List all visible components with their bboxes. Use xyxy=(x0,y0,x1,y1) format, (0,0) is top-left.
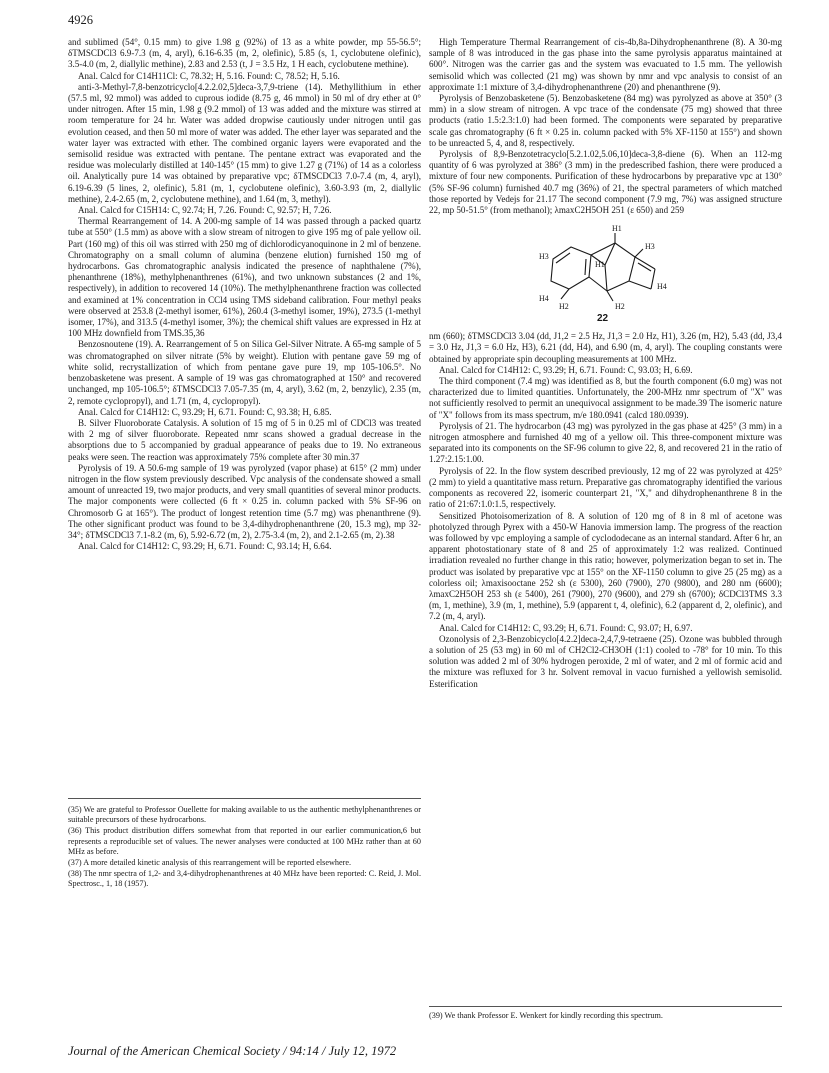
structure-bond xyxy=(589,277,607,291)
paragraph: Pyrolysis of Benzobasketene (5). Benzobasketene (84 mg) was pyrolyzed as above at 350° (3 mm) in a slow stream of nitrogen. A vpc trace of the condensate (75 mg) showed that three products (ratio 1.5:2.3:1.0) had been formed. The components were separated by preparative scale gas chromatography (6 ft × 0.25 in. column packed with 5% XF-1150 at 155°) and shown to be unreacted 5, 4, and 8, respectively. xyxy=(429,93,782,148)
atom-label: H2 xyxy=(615,302,625,312)
footnote: (38) The nmr spectra of 1,2- and 3,4-dihydrophenanthrenes at 40 MHz have been reported: C. Reid, J. Mol. Spectrosc., 1, 18 (1957). xyxy=(68,869,421,889)
paragraph: Anal. Calcd for C14H12: C, 93.29; H, 6.71. Found: C, 93.03; H, 6.69. xyxy=(439,364,693,375)
atom-label: H1 xyxy=(595,260,605,270)
paragraph: Pyrolysis of 22. In the flow system described previously, 12 mg of 22 was pyrolyzed at 425° (2 mm) to yield a quantitative mass return. Preparative gas chromatography identified the various components as recovered 22, isomeric counterpart 21, "X," and dihydrophenanthrene 8 in the ratio of 21:67:1.0:1.5, respectively. xyxy=(429,465,782,510)
atom-label: H3 xyxy=(645,242,655,252)
compound-number: 22 xyxy=(597,313,609,325)
paragraph: The third component (7.4 mg) was identified as 8, but the fourth component (6.0 mg) was not characterized due to limited quantities. Unfortunately, the 200-MHz nmr spectrum of "X" was not sufficiently resolved to permit an unequivocal assignment to be made.39 The isomeric nature of "X" follows from its mass spectrum, m/e 180.0941 (calcd 180.0939). xyxy=(429,376,782,420)
structure-bond xyxy=(605,265,607,291)
paragraph: High Temperature Thermal Rearrangement of cis-4b,8a-Dihydrophenanthrene (8). A 30-mg sample of 8 was introduced in the gas phase into the same pyrolysis apparatus maintained at 600°. Nitrogen was the carrier gas and the system was evacuated to 1.5 mm. The yellowish semisolid which was collected (21 mg) was shown by nmr and vpc analysis to consist of an approximate 1:1 mixture of 3,4-dihydrophenanthrene (20) and phenanthrene (9). xyxy=(429,37,782,92)
journal-footer: Journal of the American Chemical Society / 94:14 / July 12, 1972 xyxy=(68,1044,397,1058)
footnote: (37) A more detailed kinetic analysis of this rearrangement will be reported elsewhere. xyxy=(68,858,352,868)
paragraph: Benzosnoutene (19). A. Rearrangement of 5 on Silica Gel-Silver Nitrate. A 65-mg sample of 5 was chromatographed on silver nitrate (5% by weight). Elution with pentane gave 59 mg of white solid, recrystallization of which from pentane gave pure 19, mp 105-106.5°. No benzobasketene was present. A sample of 19 was gas chromatographed at 150° and recovered unchanged, mp 105-106.5°; δTMSCDCl3 7.05-7.35 (m, 4, aryl), 3.62 (m, 2, benzylic), 2.35 (m, 2, remote cyclopropyl), and 1.71 (m, 4, cyclopropyl). xyxy=(68,339,421,406)
paragraph: Sensitized Photoisomerization of 8. A solution of 120 mg of 8 in 8 ml of acetone was photolyzed through Pyrex with a 450-W Hanovia immersion lamp. The progress of the reaction was followed by vpc employing a sample of cyclododecane as an internal standard. After 6 hr, an apparent photostationary state of 8 and 25 of approximately 1:2 was realized. Continued irradiation revealed no further change in this ratio; however, polymerization began to set in. The product was isolated by preparative vpc at 155° on the XF-1150 column to give 25 (25 mg) as a colorless oil; λmaxisooctane 252 sh (ε 5300), 260 (7900), 270 (9800), and 280 nm (6600); λmaxC2H5OH 253 sh (ε 5400), 261 (7900), 270 (9600), and 279 sh (6700); δCDCl3TMS 3.3 (m, 1, methine), 3.9 (m, 1, methine), 5.9 (apparent t, 4, olefinic), 6.2 (apparent d, 2, olefinic), and 7.2 (m, 4, aryl). xyxy=(429,510,782,622)
footnotes-left xyxy=(68,798,421,891)
atom-label: H4 xyxy=(657,282,667,292)
paragraph: Anal. Calcd for C14H11Cl: C, 78.32; H, 5.16. Found: C, 78.52; H, 5.16. xyxy=(78,70,340,81)
paragraph: Ozonolysis of 2,3-Benzobicyclo[4.2.2]deca-2,4,7,9-tetraene (25). Ozone was bubbled through a solution of 25 (53 mg) in 60 ml of CH2Cl2-CH3OH (1:1) cooled to -78° for 10 min. To this solution was added 2 ml of 30% hydrogen peroxide, 2 ml of water, and 2 ml of formic acid and the mixture was refluxed for 3 hr. Solvent removal in vacuo furnished a yellowish semisolid. Esterification xyxy=(429,633,782,689)
structure-double-bond xyxy=(585,259,586,275)
structure-bond xyxy=(651,269,655,289)
paragraph: Pyrolysis of 19. A 50.6-mg sample of 19 was pyrolyzed (vapor phase) at 615° (2 mm) under nitrogen in the flow system previously described. Vpc analysis of the condensate showed a small amount of unreacted 19, two major products, and very small quantities of several minor products. The major components were collected (6 ft × 0.25 in. column packed with 5% SF-96 on Chromosorb G at 165°). The product of longest retention time (5.7 mg) was phenanthrene (9). The other significant product was found to be 3,4-dihydrophenanthrene (20, 15.3 mg), mp 32-34°; δTMSCDCl3 7.1-8.2 (m, 6), 5.92-6.72 (m, 2), 2.75-3.4 (m, 2), and 2.1-2.65 (m, 2).38 xyxy=(68,462,421,540)
molecular-structure-drawing xyxy=(429,219,782,327)
right-column xyxy=(429,37,782,690)
paragraph: Pyrolysis of 8,9-Benzotetracyclo[5.2.1.02,5.06,10]deca-3,8-diene (6). When an 112-mg quantity of 6 was pyrolyzed at 386° (3 mm) in the predescribed fashion, there were produced a mixture of four new components. Purification of these hydrocarbons by preparative vpc at 130° (5% SF-96 column) furnished 40.7 mg (36%) of 21, the spectral parameters of which matched those reported by Vedejs for 21.17 The second component (7.9 mg, 7%) was assigned structure 22, mp 50-51.5° (from methanol); λmaxC2H5OH 251 (ε 650) and 259 xyxy=(429,149,782,216)
paragraph: Thermal Rearrangement of 14. A 200-mg sample of 14 was passed through a packed quartz tube at 550° (1.5 mm) as above with a slow stream of nitrogen to give 195 mg of pale yellow oil. Part (160 mg) of this oil was stirred with 250 mg of dichlorodicyanoquinone in 2 ml of benzene. Chromatography on a small column of alumina (benzene elution) furnished 150 mg of hydrocarbons. Gas chromatographic analysis indicated the presence of naphthalene (7%), phenanthrene (18%), methylphenanthrenes (61%), and two unknown substances (2 and 1%, respectively), in addition to recovered 14 (10%). The methylphenanthrene fraction was collected and examined at 1% concentration in CCl4 using TMS sideband calibration. Four methyl peaks were observed at 253.8 (2-methyl isomer, 61%), 260.4 (3-methyl isomer, 19%), 273.5 (1-methyl isomer, 17%), and 313.5 (4-methyl isomer, 3%); the chemical shift values are expressed in Hz at 100 MHz downfield from TMS.35,36 xyxy=(68,216,421,339)
paragraph: Anal. Calcd for C15H14: C, 92.74; H, 7.26. Found: C, 92.57; H, 7.26. xyxy=(78,205,332,216)
structure-bond xyxy=(605,243,615,265)
left-column xyxy=(68,37,421,552)
footnotes-right xyxy=(429,1006,782,1022)
structure-bond xyxy=(607,281,629,291)
paragraph: Anal. Calcd for C14H12: C, 93.29; H, 6.71. Found: C, 93.14; H, 6.64. xyxy=(78,541,332,552)
paragraph: Pyrolysis of 21. The hydrocarbon (43 mg) was pyrolyzed in the gas phase at 425° (3 mm) in a nitrogen atmosphere and furnished 40 mg of a yellow oil. This three-component mixture was separated into its components on the SF-96 column to give 22, 8, and recovered 21 in the ratio of 1.27:2.15:1.00. xyxy=(429,420,782,465)
paragraph: anti-3-Methyl-7,8-benzotricyclo[4.2.2.02,5]deca-3,7,9-triene (14). Methyllithium in ether (57.5 ml, 92 mmol) was added to cuprous iodide (8.75 g, 46 mmol) in 50 ml of dry ether at 0° under nitrogen. After 15 min, 1.98 g (9.2 mmol) of 13 was added and the mixture was stirred at room temperature for 24 hr. Water was added dropwise cautiously under nitrogen until gas evolution ceased, and then 50 ml more of water was added. The ether layer was separated and the water layer was extracted with ether. The combined organic layers were evaporated and the semisolid residue was extracted with pentane. The pentane extract was evaporated and the residue was molecularly distilled at 140-145° (15 mm) to give 1.27 g (71%) of 14 as a colorless oil. Analytically pure 14 was obtained by preparative vpc; δTMSCDCl3 7.0-7.4 (m, 4, aryl), 6.19-6.39 (5 lines, 2, olefinic), 5.81 (m, 1, cyclobutene olefinic), 3.60-3.93 (m, 2, diallylic methine), 2.4-2.65 (m, 2, cyclobutene methine), and 1.64 (m, 3, methyl). xyxy=(68,81,421,204)
structure-double-bond xyxy=(638,263,651,271)
structure-bond xyxy=(629,257,635,281)
structure-bond xyxy=(635,249,643,257)
paragraph: B. Silver Fluoroborate Catalysis. A solution of 15 mg of 5 in 0.25 ml of CDCl3 was treated with 2 mg of silver fluoroborate. Repeated nmr scans showed a gradual decrease in the absorptions due to 5 accompanied by gradual appearance of peaks due to 19. No extraneous peaks were seen. The reaction was approximately 75% complete after 30 min.37 xyxy=(68,417,421,462)
atom-label: H1 xyxy=(612,224,622,234)
structure-bond xyxy=(607,291,613,301)
paragraph: Anal. Calcd for C14H12: C, 93.29; H, 6.71. Found: C, 93.38; H, 6.85. xyxy=(78,406,332,417)
footnote: (39) We thank Professor E. Wenkert for kindly recording this spectrum. xyxy=(429,1011,663,1020)
footnote: (36) This product distribution differs somewhat from that reported in our earlier communication,6 but represents a reproducible set of values. The newer analyses were conducted at 100 MHz rather than at 60 MHz as before. xyxy=(68,826,421,856)
page-number: 4926 xyxy=(68,13,93,27)
paragraph: Anal. Calcd for C14H12: C, 93.29; H, 6.71. Found: C, 93.07; H, 6.97. xyxy=(439,622,693,633)
atom-label: H3 xyxy=(539,252,549,262)
structure-double-bond xyxy=(556,253,570,263)
structure-bond xyxy=(591,243,615,255)
structure-bond xyxy=(561,289,569,299)
structure-bond xyxy=(615,243,635,257)
atom-label: H4 xyxy=(539,294,549,304)
structure-figure-22 xyxy=(429,219,782,327)
paragraph: nm (660); δTMSCDCl3 3.04 (dd, J1,2 = 2.5 Hz, J1,3 = 2.0 Hz, H1), 3.26 (m, H2), 5.43 (dd, J3,4 = 3.0 Hz, J1,3 = 6.0 Hz, H3), 6.21 (dd, H4), and 6.90 (m, 4, aryl). The coupling constants were obtained by appropriate spin decoupling measurements at 100 MHz. xyxy=(429,331,782,364)
footnote: (35) We are grateful to Professor Ouellette for making available to us the authentic methylphenanthrenes or suitable precursors of these hydrocarbons. xyxy=(68,805,421,825)
paragraph: and sublimed (54°, 0.15 mm) to give 1.98 g (92%) of 13 as a white powder, mp 55-56.5°; δTMSCDCl3 6.9-7.3 (m, 4, aryl), 6.16-6.35 (m, 2, olefinic), 5.85 (s, 1, cyclobutene olefinic), 3.5-4.0 (m, 2, diallylic methine), 2.83 and 2.53 (t, J = 3.5 Hz, 1 H each, cyclobutene methine). xyxy=(68,37,421,70)
structure-bond xyxy=(629,281,651,289)
atom-label: H2 xyxy=(559,302,569,312)
